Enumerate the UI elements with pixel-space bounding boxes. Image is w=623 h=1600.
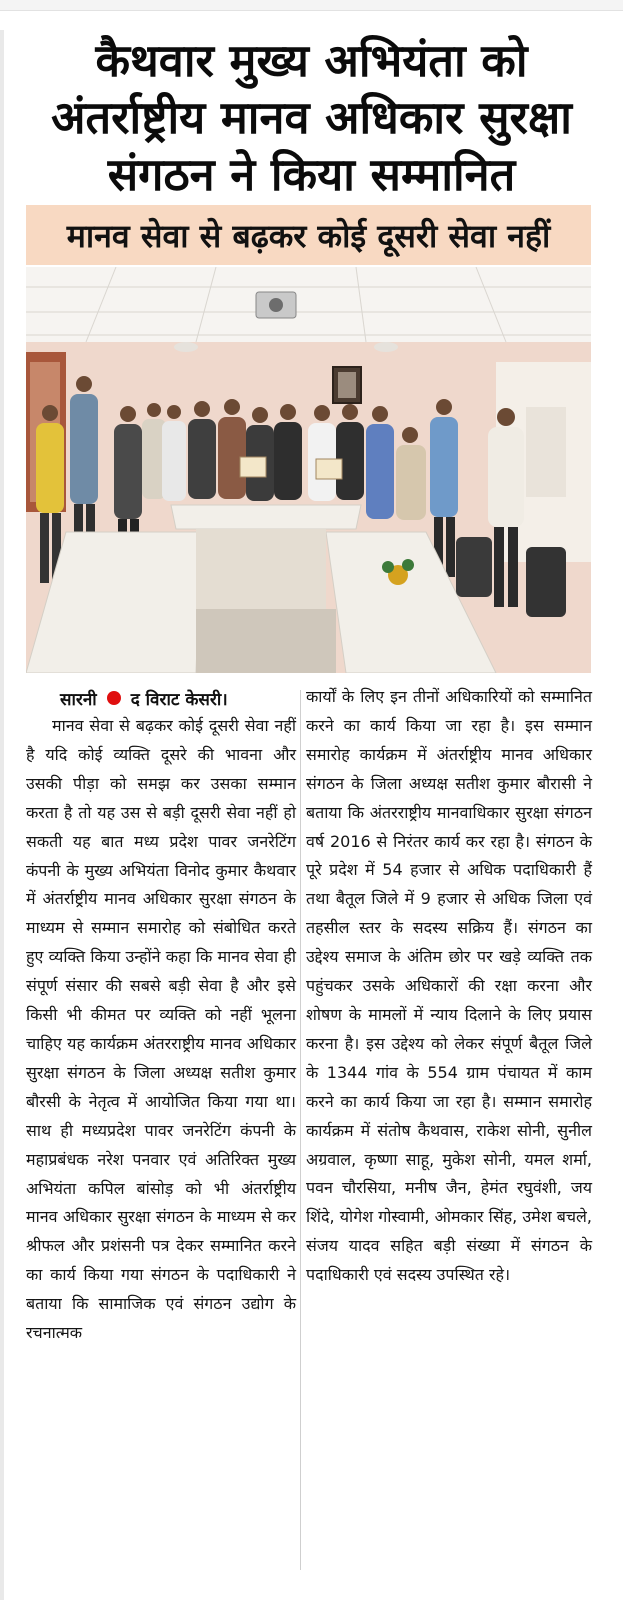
headline-line-3: संगठन ने किया सम्मानित xyxy=(107,148,516,201)
byline-place: सारनी xyxy=(60,689,97,710)
photo-certificate xyxy=(316,459,342,479)
column-divider xyxy=(300,690,301,1570)
headline-line-1: कैथवार मुख्य अभियंता को xyxy=(95,34,528,87)
photo-illustration xyxy=(26,267,591,673)
article-column-right xyxy=(306,683,592,1290)
byline-source: द विराट केसरी। xyxy=(130,689,228,710)
headline xyxy=(20,32,603,203)
photo-certificate xyxy=(240,457,266,477)
photo-chair xyxy=(456,537,492,597)
subheadline-banner xyxy=(26,205,591,265)
page-top-edge xyxy=(0,0,623,11)
subheadline-text: मानव सेवा से बढ़कर कोई दूसरी सेवा नहीं xyxy=(66,216,551,255)
article-paragraph-right: कार्यों के लिए इन तीनों अधिकारियों को सम्मानित करने का कार्य किया जा रहा है। इस सम्मान समारोह कार्यक्रम में अंतर्राष्ट्रीय मानव अधिकार संगठन के जिला अध्यक्ष सतीश कुमार बौरासी ने बताया कि अंतरराष्ट्रीय मानवाधिकार सुरक्षा संगठन वर्ष 2016 से निरंतर कार्य कर रहा है। संगठन के पूरे प्रदेश में 54 हजार से अधिक पदाधिकारी हैं तथा बैतूल जिले में 9 हजार से अधिक जिला एवं तहसील स्तर के सदस्य सक्रिय हैं। संगठन का उद्देश्य समाज के अंतिम छोर पर खड़े व्यक्ति तक पहुंचकर उसके अधिकारों की रक्षा करना और शोषण के मामलों में न्याय दिलाने के लिए प्रयास करना है। इस उद्देश्य को लेकर संपूर्ण बैतूल जिले के 1344 गांव के 554 ग्राम पंचायत में काम करने का कार्य किया जा रहा है। सम्मान समारोह कार्यक्रम में संतोष कैथवास, राकेश सोनी, सुनील अग्रवाल, कृष्णा साहू, मुकेश सोनी, यमल शर्मा, पवन चौरसिया, मनीष जैन, हेमंत रघुवंशी, जय शिंदे, योगेश गोस्वामी, ओमकार सिंह, उमेश बचले, संजय यादव सहित बड़ी संख्या में संगठन के पदाधिकारी एवं सदस्य उपस्थित रहे। xyxy=(306,687,592,1285)
photo-ceiling xyxy=(26,267,591,342)
page-left-edge xyxy=(0,30,4,1600)
article-paragraph-left: मानव सेवा से बढ़कर कोई दूसरी सेवा नहीं है यदि कोई व्यक्ति दूसरे की भावना और उसकी पीड़ा को समझ कर उसका सम्मान करता है तो यह उस से बड़ी दूसरी सेवा नहीं हो सकती यह बात मध्य प्रदेश पावर जनरेटिंग कंपनी के मुख्य अभियंता विनोद कुमार कैथवार में अंतर्राष्ट्रीय मानव अधिकार सुरक्षा संगठन के माध्यम से सम्मान समारोह को संबोधित करते हुए व्यक्ति किया उन्होंने कहा कि मानव सेवा ही संपूर्ण संसार की सबसे बड़ी सेवा है और इसे किसी भी कीमत पर व्यक्ति को नहीं भूलना चाहिए यह कार्यक्रम अंतरराष्ट्रीय मानव अधिकार सुरक्षा संगठन के जिला अध्यक्ष सतीश कुमार बौरसी के नेतृत्व में आयोजित किया गया था। साथ ही मध्यप्रदेश पावर जनरेटिंग कंपनी के महाप्रबंधक नरेश पनवार एवं अतिरिक्त मुख्य अभियंता कपिल बांसोड़ को भी अंतर्राष्ट्रीय मानव अधिकार सुरक्षा संगठन के माध्यम से कर श्रीफल और प्रशंसनी पत्र देकर सम्मानित करने का कार्य किया गया संगठन के पदाधिकारी ने बताया कि सामाजिक एवं संगठन उद्योग के रचनात्मक xyxy=(26,716,296,1343)
news-photo xyxy=(26,267,591,673)
article-column-left xyxy=(26,683,296,1348)
headline-line-2: अंतर्राष्ट्रीय मानव अधिकार सुरक्षा xyxy=(51,91,572,144)
